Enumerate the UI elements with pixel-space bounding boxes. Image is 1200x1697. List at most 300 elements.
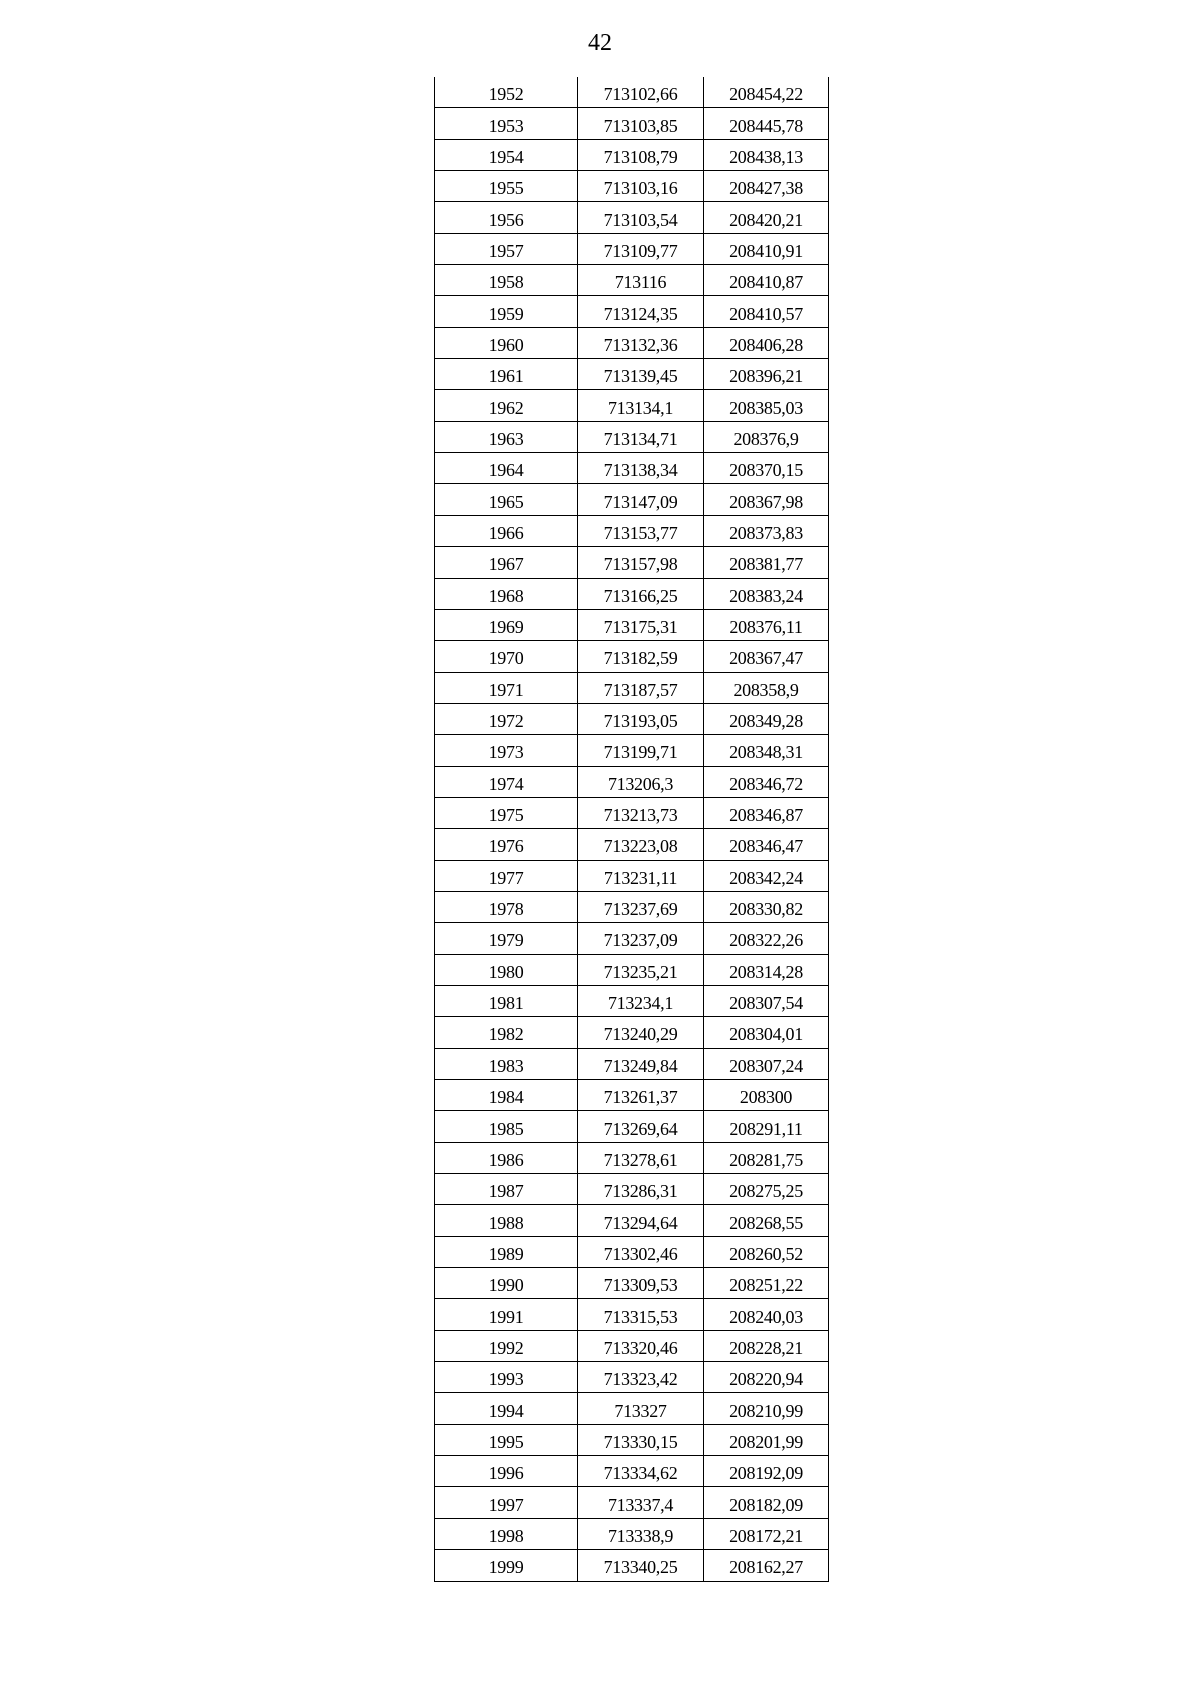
y-coordinate-cell <box>704 1550 829 1581</box>
y-coordinate-cell <box>704 77 829 108</box>
cell-text: 713187,57 <box>603 679 678 700</box>
point-number-cell <box>435 359 578 390</box>
cell-text: 208322,26 <box>729 930 803 951</box>
table-row <box>435 672 829 703</box>
cell-text: 713157,98 <box>603 554 678 575</box>
cell-text: 1990 <box>488 1275 524 1296</box>
cell-text: 713309,53 <box>603 1275 678 1296</box>
x-coordinate-cell <box>578 672 704 703</box>
y-coordinate-cell <box>704 891 829 922</box>
point-number-cell <box>435 108 578 139</box>
y-coordinate-cell <box>704 860 829 891</box>
cell-text: 1992 <box>488 1337 524 1358</box>
cell-text: 713132,36 <box>603 334 678 355</box>
cell-text: 713261,37 <box>603 1087 678 1108</box>
table-row <box>435 390 829 421</box>
x-coordinate-cell <box>578 641 704 672</box>
cell-text: 713138,34 <box>603 460 678 481</box>
table-row <box>435 1111 829 1142</box>
y-coordinate-cell <box>704 578 829 609</box>
cell-text: 208349,28 <box>729 711 803 732</box>
point-number-cell <box>435 202 578 233</box>
cell-text: 208445,78 <box>729 115 803 136</box>
y-coordinate-cell <box>704 359 829 390</box>
y-coordinate-cell <box>704 923 829 954</box>
point-number-cell <box>435 891 578 922</box>
cell-text: 1965 <box>488 491 524 512</box>
cell-text: 713147,09 <box>603 491 678 512</box>
cell-text: 1989 <box>488 1243 524 1264</box>
y-coordinate-cell <box>704 1456 829 1487</box>
y-coordinate-cell <box>704 233 829 264</box>
table-row <box>435 797 829 828</box>
y-coordinate-cell <box>704 390 829 421</box>
cell-text: 208330,82 <box>729 899 803 920</box>
table-row <box>435 1017 829 1048</box>
x-coordinate-cell <box>578 1205 704 1236</box>
cell-text: 1996 <box>488 1463 524 1484</box>
table-row <box>435 327 829 358</box>
point-number-cell <box>435 1017 578 1048</box>
table-row <box>435 1174 829 1205</box>
cell-text: 208291,11 <box>729 1118 803 1139</box>
y-coordinate-cell <box>704 703 829 734</box>
y-coordinate-cell <box>704 1268 829 1299</box>
point-number-cell <box>435 296 578 327</box>
x-coordinate-cell <box>578 139 704 170</box>
cell-text: 208348,31 <box>729 742 803 763</box>
point-number-cell <box>435 327 578 358</box>
cell-text: 208281,75 <box>729 1149 803 1170</box>
y-coordinate-cell <box>704 1362 829 1393</box>
x-coordinate-cell <box>578 766 704 797</box>
cell-text: 208420,21 <box>729 209 803 230</box>
x-coordinate-cell <box>578 1487 704 1518</box>
cell-text: 1954 <box>488 146 524 167</box>
cell-text: 1962 <box>488 397 524 418</box>
x-coordinate-cell <box>578 484 704 515</box>
cell-text: 1975 <box>488 805 524 826</box>
table-row <box>435 1424 829 1455</box>
point-number-cell <box>435 547 578 578</box>
cell-text: 1956 <box>488 209 524 230</box>
x-coordinate-cell <box>578 609 704 640</box>
cell-text: 1967 <box>488 554 524 575</box>
cell-text: 713302,46 <box>603 1243 678 1264</box>
point-number-cell <box>435 1174 578 1205</box>
point-number-cell <box>435 1456 578 1487</box>
cell-text: 1999 <box>488 1557 524 1578</box>
point-number-cell <box>435 77 578 108</box>
table-row <box>435 77 829 108</box>
table-row <box>435 1362 829 1393</box>
cell-text: 1955 <box>488 178 524 199</box>
table-row <box>435 985 829 1016</box>
cell-text: 713223,08 <box>603 836 678 857</box>
table-row <box>435 202 829 233</box>
y-coordinate-cell <box>704 1299 829 1330</box>
x-coordinate-cell <box>578 421 704 452</box>
cell-text: 1958 <box>488 272 524 293</box>
cell-text: 713182,59 <box>603 648 678 669</box>
table-row <box>435 1205 829 1236</box>
cell-text: 1998 <box>488 1525 524 1546</box>
cell-text: 713278,61 <box>603 1149 678 1170</box>
table-row <box>435 139 829 170</box>
x-coordinate-cell <box>578 1424 704 1455</box>
cell-text: 208228,21 <box>729 1337 803 1358</box>
cell-text: 713320,46 <box>603 1337 678 1358</box>
cell-text: 713166,25 <box>603 585 678 606</box>
cell-text: 713206,3 <box>607 773 674 794</box>
table-row <box>435 421 829 452</box>
x-coordinate-cell <box>578 1048 704 1079</box>
point-number-cell <box>435 1424 578 1455</box>
cell-text: 713330,15 <box>603 1431 678 1452</box>
cell-text: 1963 <box>488 428 524 449</box>
x-coordinate-cell <box>578 296 704 327</box>
point-number-cell <box>435 797 578 828</box>
table-row <box>435 1487 829 1518</box>
cell-text: 1994 <box>488 1400 524 1421</box>
table-row <box>435 108 829 139</box>
cell-text: 713237,69 <box>603 899 678 920</box>
cell-text: 208427,38 <box>729 178 803 199</box>
x-coordinate-cell <box>578 171 704 202</box>
point-number-cell <box>435 1111 578 1142</box>
point-number-cell <box>435 390 578 421</box>
cell-text: 208162,27 <box>729 1557 803 1578</box>
x-coordinate-cell <box>578 453 704 484</box>
y-coordinate-cell <box>704 202 829 233</box>
cell-text: 713102,66 <box>603 84 678 105</box>
cell-text: 1983 <box>488 1055 524 1076</box>
point-number-cell <box>435 171 578 202</box>
table-row <box>435 641 829 672</box>
cell-text: 1984 <box>488 1087 524 1108</box>
cell-text: 1970 <box>488 648 524 669</box>
x-coordinate-cell <box>578 703 704 734</box>
cell-text: 208438,13 <box>729 146 803 167</box>
y-coordinate-cell <box>704 265 829 296</box>
point-number-cell <box>435 1518 578 1549</box>
point-number-cell <box>435 1299 578 1330</box>
point-number-cell <box>435 484 578 515</box>
y-coordinate-cell <box>704 108 829 139</box>
x-coordinate-cell <box>578 359 704 390</box>
x-coordinate-cell <box>578 578 704 609</box>
x-coordinate-cell <box>578 390 704 421</box>
cell-text: 1968 <box>488 585 524 606</box>
table-row <box>435 1142 829 1173</box>
table-row <box>435 860 829 891</box>
x-coordinate-cell <box>578 327 704 358</box>
cell-text: 208410,91 <box>729 240 803 261</box>
cell-text: 1973 <box>488 742 524 763</box>
y-coordinate-cell <box>704 829 829 860</box>
cell-text: 713249,84 <box>603 1055 678 1076</box>
point-number-cell <box>435 1080 578 1111</box>
cell-text: 1977 <box>488 867 524 888</box>
y-coordinate-cell <box>704 1205 829 1236</box>
point-number-cell <box>435 265 578 296</box>
x-coordinate-cell <box>578 108 704 139</box>
cell-text: 713327 <box>614 1400 667 1421</box>
table-row <box>435 1268 829 1299</box>
cell-text: 1952 <box>488 84 524 105</box>
y-coordinate-cell <box>704 139 829 170</box>
cell-text: 208192,09 <box>729 1463 803 1484</box>
x-coordinate-cell <box>578 1299 704 1330</box>
cell-text: 208220,94 <box>729 1369 803 1390</box>
cell-text: 713334,62 <box>603 1463 678 1484</box>
point-number-cell <box>435 1205 578 1236</box>
table-row <box>435 484 829 515</box>
cell-text: 208240,03 <box>729 1306 803 1327</box>
x-coordinate-cell <box>578 735 704 766</box>
cell-text: 713338,9 <box>607 1525 674 1546</box>
point-number-cell <box>435 954 578 985</box>
cell-text: 208307,24 <box>729 1055 803 1076</box>
x-coordinate-cell <box>578 860 704 891</box>
cell-text: 1961 <box>488 366 524 387</box>
cell-text: 713134,1 <box>607 397 674 418</box>
cell-text: 713294,64 <box>603 1212 678 1233</box>
x-coordinate-cell <box>578 1017 704 1048</box>
cell-text: 208314,28 <box>729 961 803 982</box>
y-coordinate-cell <box>704 1424 829 1455</box>
cell-text: 1971 <box>488 679 524 700</box>
point-number-cell <box>435 578 578 609</box>
cell-text: 208304,01 <box>729 1024 803 1045</box>
point-number-cell <box>435 735 578 766</box>
cell-text: 713240,29 <box>603 1024 678 1045</box>
cell-text: 713199,71 <box>603 742 678 763</box>
cell-text: 208275,25 <box>729 1181 803 1202</box>
table-row <box>435 891 829 922</box>
table-row <box>435 1393 829 1424</box>
cell-text: 713109,77 <box>603 240 678 261</box>
y-coordinate-cell <box>704 421 829 452</box>
cell-text: 208381,77 <box>729 554 803 575</box>
y-coordinate-cell <box>704 1048 829 1079</box>
point-number-cell <box>435 1268 578 1299</box>
point-number-cell <box>435 923 578 954</box>
table-row <box>435 766 829 797</box>
point-number-cell <box>435 453 578 484</box>
cell-text: 208210,99 <box>729 1400 803 1421</box>
cell-text: 713337,4 <box>607 1494 674 1515</box>
table-row <box>435 1299 829 1330</box>
cell-text: 1957 <box>488 240 524 261</box>
y-coordinate-cell <box>704 171 829 202</box>
x-coordinate-cell <box>578 985 704 1016</box>
cell-text: 713103,85 <box>603 115 678 136</box>
point-number-cell <box>435 139 578 170</box>
cell-text: 713269,64 <box>603 1118 678 1139</box>
table-row <box>435 296 829 327</box>
cell-text: 1982 <box>488 1024 524 1045</box>
point-number-cell <box>435 1550 578 1581</box>
cell-text: 208376,11 <box>729 617 803 638</box>
cell-text: 208300 <box>739 1087 793 1108</box>
cell-text: 713323,42 <box>603 1369 678 1390</box>
point-number-cell <box>435 1487 578 1518</box>
table-row <box>435 1080 829 1111</box>
cell-text: 1976 <box>488 836 524 857</box>
table-row <box>435 735 829 766</box>
cell-text: 208307,54 <box>729 993 803 1014</box>
y-coordinate-cell <box>704 985 829 1016</box>
cell-text: 208383,24 <box>729 585 803 606</box>
table-row <box>435 703 829 734</box>
cell-text: 208410,87 <box>729 272 803 293</box>
x-coordinate-cell <box>578 1111 704 1142</box>
x-coordinate-cell <box>578 265 704 296</box>
point-number-cell <box>435 1330 578 1361</box>
cell-text: 208251,22 <box>729 1275 803 1296</box>
cell-text: 713103,16 <box>603 178 678 199</box>
y-coordinate-cell <box>704 1518 829 1549</box>
cell-text: 208367,47 <box>729 648 803 669</box>
cell-text: 208346,87 <box>729 805 803 826</box>
cell-text: 713116 <box>614 272 667 293</box>
cell-text: 1964 <box>488 460 524 481</box>
cell-text: 208346,47 <box>729 836 803 857</box>
y-coordinate-cell <box>704 954 829 985</box>
point-number-cell <box>435 641 578 672</box>
cell-text: 208454,22 <box>729 84 803 105</box>
y-coordinate-cell <box>704 547 829 578</box>
cell-text: 208385,03 <box>729 397 803 418</box>
cell-text: 1959 <box>488 303 524 324</box>
cell-text: 208346,72 <box>729 773 803 794</box>
x-coordinate-cell <box>578 1362 704 1393</box>
table-row <box>435 1048 829 1079</box>
y-coordinate-cell <box>704 1017 829 1048</box>
cell-text: 1972 <box>488 711 524 732</box>
cell-text: 713286,31 <box>603 1181 678 1202</box>
x-coordinate-cell <box>578 77 704 108</box>
point-number-cell <box>435 609 578 640</box>
point-number-cell <box>435 1048 578 1079</box>
y-coordinate-cell <box>704 1330 829 1361</box>
cell-text: 713153,77 <box>603 522 678 543</box>
coordinates-table <box>434 77 829 1582</box>
y-coordinate-cell <box>704 1111 829 1142</box>
point-number-cell <box>435 766 578 797</box>
x-coordinate-cell <box>578 515 704 546</box>
table-row <box>435 265 829 296</box>
x-coordinate-cell <box>578 1518 704 1549</box>
table-row <box>435 233 829 264</box>
x-coordinate-cell <box>578 891 704 922</box>
point-number-cell <box>435 860 578 891</box>
cell-text: 208396,21 <box>729 366 803 387</box>
x-coordinate-cell <box>578 829 704 860</box>
y-coordinate-cell <box>704 1393 829 1424</box>
cell-text: 1988 <box>488 1212 524 1233</box>
table-row <box>435 829 829 860</box>
y-coordinate-cell <box>704 1236 829 1267</box>
cell-text: 208370,15 <box>729 460 803 481</box>
x-coordinate-cell <box>578 1142 704 1173</box>
point-number-cell <box>435 1142 578 1173</box>
y-coordinate-cell <box>704 1142 829 1173</box>
page-number: 42 <box>588 30 612 56</box>
y-coordinate-cell <box>704 1487 829 1518</box>
table-row <box>435 1518 829 1549</box>
point-number-cell <box>435 672 578 703</box>
cell-text: 1987 <box>488 1181 524 1202</box>
table-row <box>435 1456 829 1487</box>
cell-text: 713231,11 <box>603 867 678 888</box>
cell-text: 1978 <box>488 899 524 920</box>
cell-text: 1979 <box>488 930 524 951</box>
point-number-cell <box>435 1362 578 1393</box>
cell-text: 208172,21 <box>729 1525 803 1546</box>
x-coordinate-cell <box>578 797 704 828</box>
point-number-cell <box>435 703 578 734</box>
cell-text: 1960 <box>488 334 524 355</box>
y-coordinate-cell <box>704 327 829 358</box>
x-coordinate-cell <box>578 1080 704 1111</box>
cell-text: 208268,55 <box>729 1212 803 1233</box>
cell-text: 208182,09 <box>729 1494 803 1515</box>
y-coordinate-cell <box>704 641 829 672</box>
y-coordinate-cell <box>704 296 829 327</box>
x-coordinate-cell <box>578 233 704 264</box>
point-number-cell <box>435 1393 578 1424</box>
table-row <box>435 578 829 609</box>
y-coordinate-cell <box>704 1080 829 1111</box>
point-number-cell <box>435 1236 578 1267</box>
cell-text: 208376,9 <box>733 428 799 449</box>
cell-text: 208367,98 <box>729 491 803 512</box>
point-number-cell <box>435 829 578 860</box>
y-coordinate-cell <box>704 1174 829 1205</box>
point-number-cell <box>435 985 578 1016</box>
cell-text: 1981 <box>488 993 524 1014</box>
cell-text: 713175,31 <box>603 617 678 638</box>
point-number-cell <box>435 421 578 452</box>
table-row <box>435 359 829 390</box>
cell-text: 1966 <box>488 522 524 543</box>
table-row <box>435 171 829 202</box>
table-row <box>435 515 829 546</box>
table-row <box>435 547 829 578</box>
y-coordinate-cell <box>704 453 829 484</box>
cell-text: 1980 <box>488 961 524 982</box>
point-number-cell <box>435 515 578 546</box>
cell-text: 208406,28 <box>729 334 803 355</box>
cell-text: 1991 <box>488 1306 524 1327</box>
cell-text: 713134,71 <box>603 428 678 449</box>
y-coordinate-cell <box>704 735 829 766</box>
cell-text: 713234,1 <box>607 993 674 1014</box>
cell-text: 713103,54 <box>603 209 678 230</box>
y-coordinate-cell <box>704 609 829 640</box>
y-coordinate-cell <box>704 484 829 515</box>
cell-text: 713108,79 <box>603 146 678 167</box>
cell-text: 208410,57 <box>729 303 803 324</box>
cell-text: 1969 <box>488 617 524 638</box>
table-row <box>435 923 829 954</box>
cell-text: 713235,21 <box>603 961 678 982</box>
cell-text: 1953 <box>488 115 524 136</box>
cell-text: 713124,35 <box>603 303 678 324</box>
x-coordinate-cell <box>578 923 704 954</box>
